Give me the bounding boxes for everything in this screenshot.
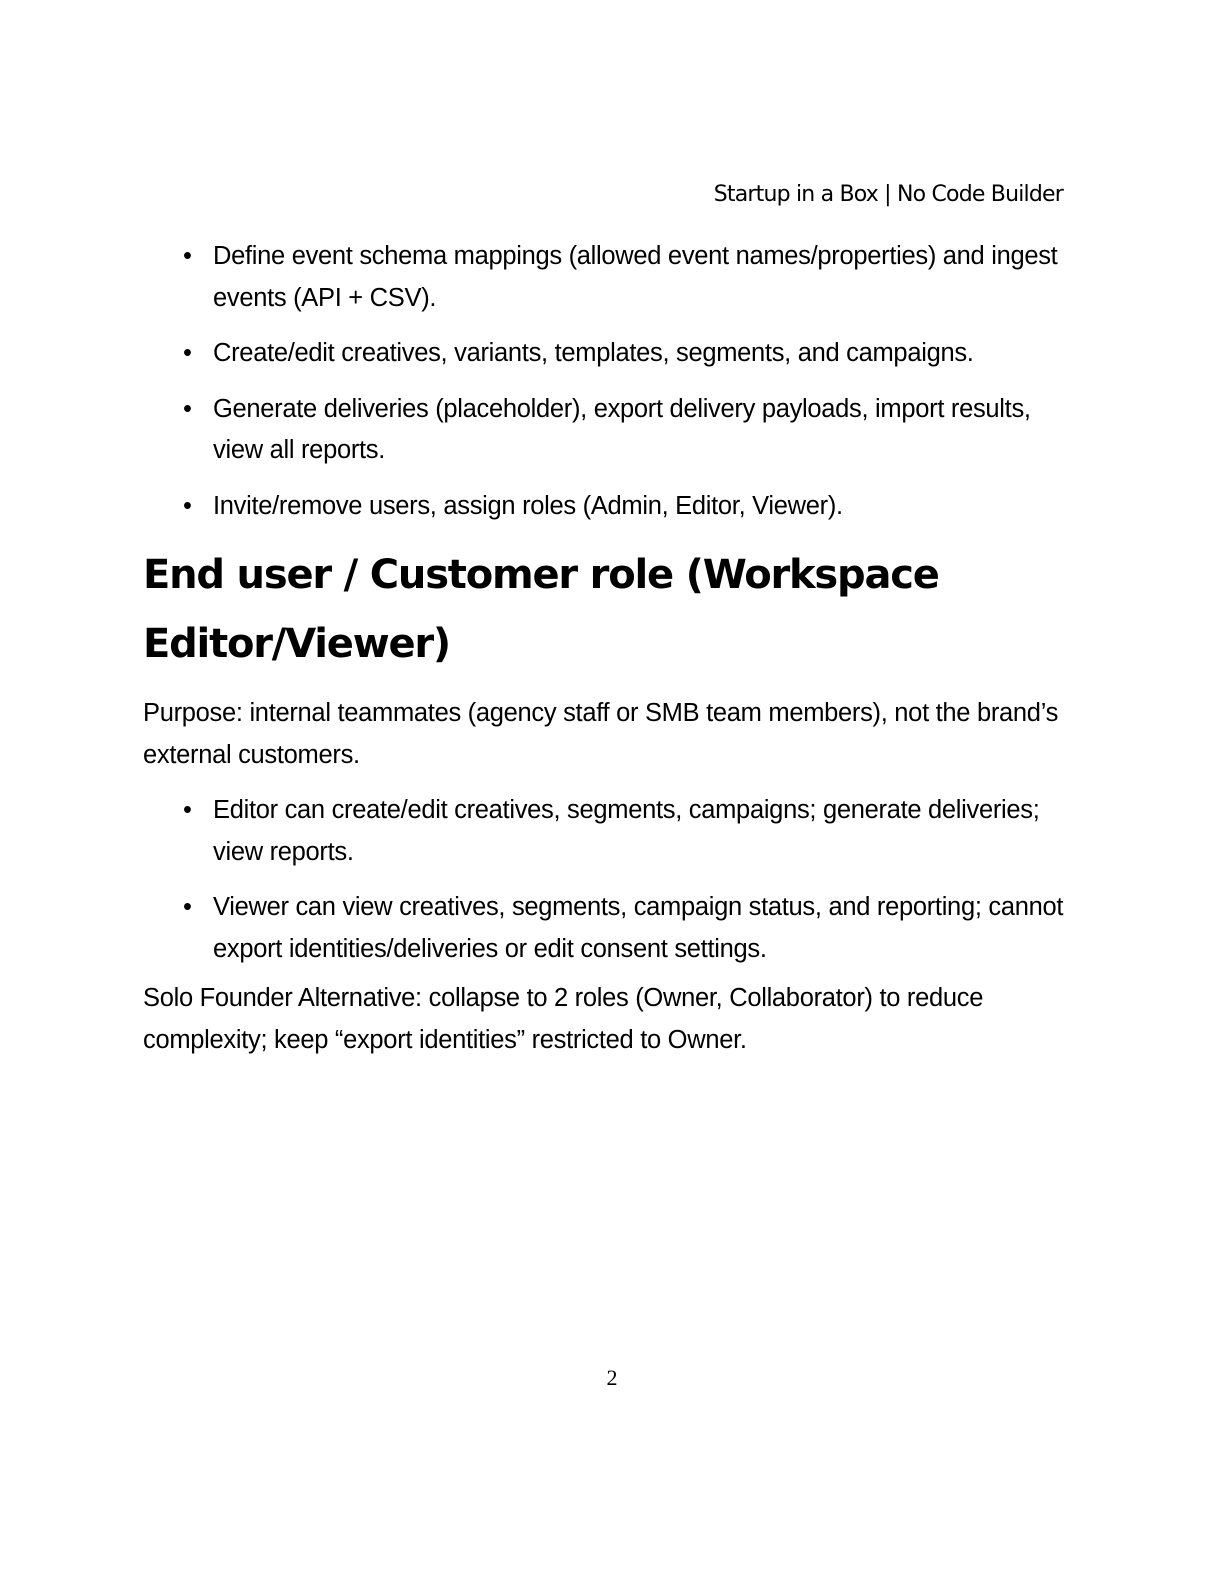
- bullet-icon: •: [183, 491, 192, 520]
- list-item: [183, 389, 1073, 472]
- role-permissions-list: [143, 790, 1073, 970]
- list-item: [183, 790, 1073, 873]
- admin-permissions-list: [143, 236, 1073, 527]
- bullet-icon: •: [183, 394, 192, 423]
- list-item-text: Editor can create/edit creatives, segments, campaigns; generate deliveries; view reports.: [213, 796, 1040, 866]
- list-item-text: Define event schema mappings (allowed event names/properties) and ingest events (API + CSV).: [213, 242, 1058, 312]
- list-item-text: Generate deliveries (placeholder), export delivery payloads, import results, view all reports.: [213, 394, 1031, 464]
- page-number: 2: [606, 1365, 618, 1390]
- list-item-text: Invite/remove users, assign roles (Admin, Editor, Viewer).: [213, 491, 843, 520]
- bullet-icon: •: [183, 893, 192, 921]
- bullet-icon: •: [183, 796, 192, 824]
- list-item: [183, 887, 1073, 970]
- list-item-text: Viewer can view creatives, segments, campaign status, and reporting; cannot export identities/deliveries or edit consent settings.: [213, 893, 1064, 963]
- running-header: Startup in a Box | No Code Builder: [713, 182, 1063, 207]
- solo-founder-note: Solo Founder Alternative: collapse to 2 roles (Owner, Collaborator) to reduce complexity; keep “export identities” restricted to Owner.: [143, 984, 984, 1054]
- bullet-icon: •: [183, 339, 192, 367]
- section-heading: End user / Customer role (Workspace Editor/Viewer): [143, 552, 939, 667]
- purpose-paragraph: Purpose: internal teammates (agency staff or SMB team members), not the brand’s external customers.: [143, 699, 1059, 769]
- list-item: [183, 236, 1073, 319]
- list-item-text: Create/edit creatives, variants, templates, segments, and campaigns.: [213, 339, 974, 367]
- list-item: [183, 333, 1073, 375]
- page-content: [143, 236, 1073, 1075]
- list-item: [183, 486, 1073, 528]
- bullet-icon: •: [183, 242, 192, 270]
